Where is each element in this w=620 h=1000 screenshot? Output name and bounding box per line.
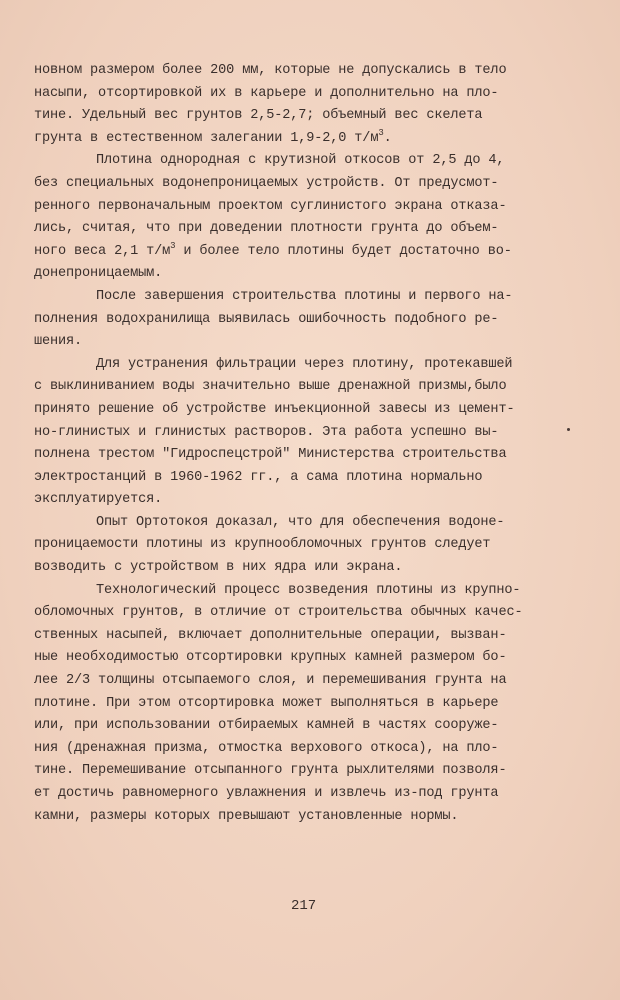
line-text: с выклиниванием воды значительно выше дренажной призмы,было [34,379,507,395]
ink-speck [567,428,570,431]
page-number: 217 [291,898,317,914]
text-line [34,557,554,580]
line-text: полнена трестом "Гидроспецстрой" Министерства строительства [34,447,507,463]
line-text: или, при использовании отбираемых камней в частях сооруже- [34,718,499,734]
text-line [34,580,554,603]
line-text: возводить с устройством в них ядра или экрана. [34,560,403,576]
text-line [34,376,554,399]
line-text: тине. Удельный вес грунтов 2,5-2,7; объемный вес скелета [34,108,483,124]
line-text-continued: . [383,130,392,146]
text-line [34,196,554,219]
text-line [34,150,554,173]
line-text: без специальных водонепроницаемых устройств. От предусмот- [34,175,499,191]
text-line [34,738,554,761]
text-line [34,399,554,422]
text-line [34,534,554,557]
text-line [34,693,554,716]
line-text: Технологический процесс возведения плотины из крупно- [96,582,521,598]
line-text: электростанций в 1960-1962 гг., а сама плотина нормально [34,469,483,485]
line-text: ного веса 2,1 т/м [34,243,171,259]
text-line [34,760,554,783]
line-text-continued: и более тело плотины будет достаточно во- [175,243,512,259]
line-text: но-глинистых и глинистых растворов. Эта работа успешно вы- [34,424,499,440]
line-text: ные необходимостью отсортировки крупных камней размером бо- [34,650,507,666]
text-line [34,489,554,512]
text-line [34,647,554,670]
text-line [34,467,554,490]
superscript: 3 [170,240,176,251]
line-text: ния (дренажная призма, отмостка верхового откоса), на пло- [34,740,499,756]
text-line [34,444,554,467]
text-line [34,83,554,106]
line-text: принято решение об устройстве инъекционной завесы из цемент- [34,401,515,417]
text-line [34,241,554,264]
line-text: лее 2/3 толщины отсыпаемого слоя, и перемешивания грунта на [34,673,507,689]
text-line [34,512,554,535]
text-line [34,218,554,241]
line-text: ственных насыпей, включает дополнительные операции, вызван- [34,627,507,643]
line-text: полнения водохранилища выявилась ошибочность подобного ре- [34,311,499,327]
line-text: Плотина однородная с крутизной откосов от 2,5 до 4, [96,153,505,169]
line-text: камни, размеры которых превышают установленные нормы. [34,808,459,824]
line-text: насыпи, отсортировкой их в карьере и дополнительно на пло- [34,85,499,101]
text-line [34,263,554,286]
text-line [34,173,554,196]
line-text: ренного первоначальным проектом суглинистого экрана отказа- [34,198,507,214]
text-line [34,715,554,738]
line-text: донепроницаемым. [34,266,163,282]
line-text: лись, считая, что при доведении плотности грунта до объем- [34,221,499,237]
text-line [34,309,554,332]
text-line [34,354,554,377]
text-line [34,783,554,806]
text-line [34,60,554,83]
text-line [34,422,554,445]
line-text: шения. [34,334,83,350]
line-text: тине. Перемешивание отсыпанного грунта рыхлителями позволя- [34,763,507,779]
line-text: Опыт Ортотокоя доказал, что для обеспечения водоне- [96,514,505,530]
text-line [34,286,554,309]
line-text: грунта в естественном залегании 1,9-2,0 т/м [34,130,379,146]
line-text: Для устранения фильтрации через плотину, протекавшей [96,356,513,372]
text-line [34,625,554,648]
text-line [34,331,554,354]
text-line [34,602,554,625]
line-text: проницаемости плотины из крупнообломочных грунтов следует [34,537,491,553]
line-text: плотине. При этом отсортировка может выполняться в карьере [34,695,499,711]
body-text [34,60,554,828]
superscript: 3 [378,127,384,138]
line-text: новном размером более 200 мм, которые не допускались в тело [34,63,507,78]
text-line [34,806,554,829]
text-line [34,670,554,693]
line-text: эксплуатируется. [34,492,163,508]
line-text: После завершения строительства плотины и первого на- [96,288,513,304]
line-text: ет достичь равномерного увлажнения и извлечь из-под грунта [34,786,499,801]
text-line [34,128,554,151]
text-line [34,105,554,128]
line-text: обломочных грунтов, в отличие от строительства обычных качес- [34,605,523,621]
